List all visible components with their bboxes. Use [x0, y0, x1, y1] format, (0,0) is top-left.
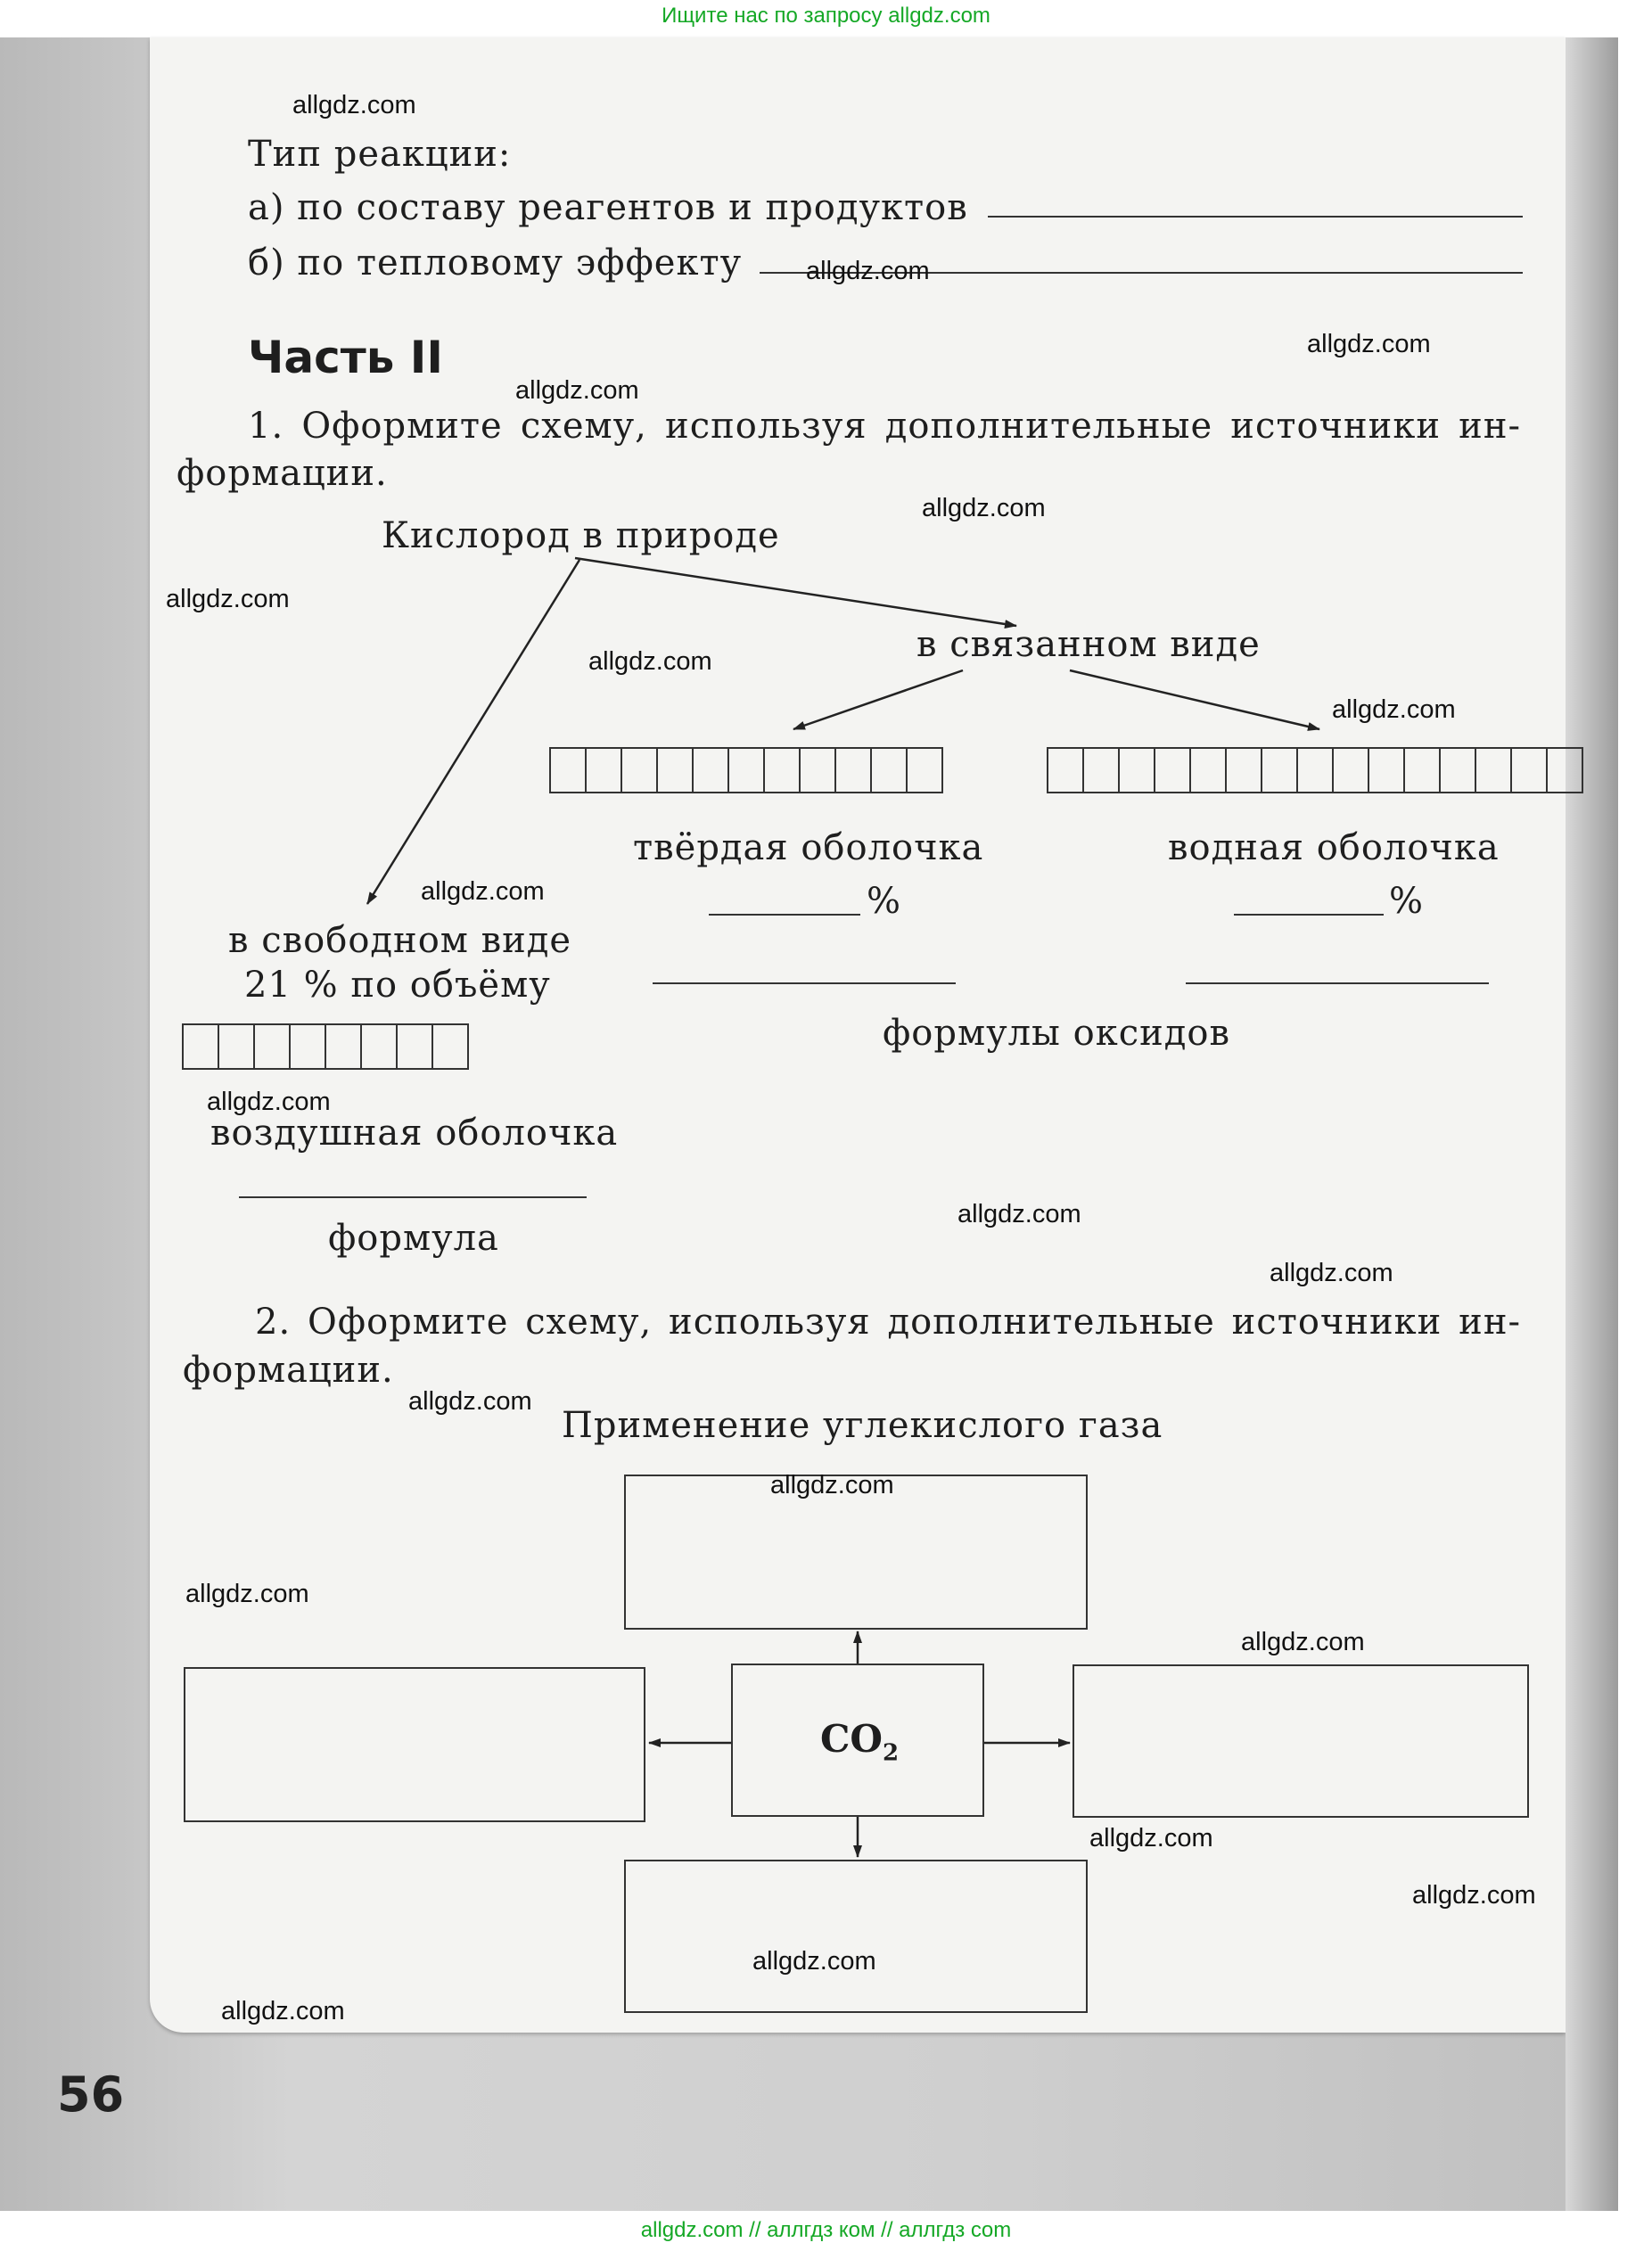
watermark: allgdz.com — [1307, 330, 1431, 358]
watermark: allgdz.com — [806, 257, 930, 285]
co2-formula-main: CO — [820, 1717, 884, 1761]
watermark: allgdz.com — [166, 585, 290, 613]
water-percent-sign: % — [1389, 881, 1425, 922]
bound-form-label: в связанном виде — [916, 624, 1261, 665]
watermark: allgdz.com — [408, 1387, 532, 1416]
oxygen-root-label: Кислород в природе — [382, 515, 780, 556]
arrow-bound-to-water — [1070, 670, 1319, 729]
watermark: allgdz.com — [752, 1947, 876, 1976]
task1-text-line2: формации. — [177, 453, 388, 494]
formula-label: формула — [328, 1218, 499, 1259]
air-shell-label: воздушная оболочка — [210, 1113, 619, 1154]
watermark: allgdz.com — [1412, 1881, 1536, 1910]
watermark: allgdz.com — [185, 1580, 309, 1608]
top-banner[interactable]: Ищите нас по запросу allgdz.com — [662, 4, 990, 28]
reaction-type-a: а) по составу реагентов и продуктов — [248, 187, 968, 228]
oxides-formulas-label: формулы оксидов — [883, 1013, 1230, 1054]
reaction-type-title: Тип реакции: — [248, 134, 512, 175]
watermark: allgdz.com — [1332, 695, 1456, 724]
arrow-root-to-free — [367, 560, 579, 904]
solid-percent-sign: % — [867, 881, 902, 922]
watermark: allgdz.com — [1241, 1628, 1365, 1656]
co2-formula-subscript: 2 — [883, 1739, 900, 1767]
arrow-bound-to-solid — [793, 670, 963, 729]
page-number: 56 — [57, 2066, 125, 2123]
task1-text-line1: 1. Оформите схему, используя дополнительные источники ин- — [248, 406, 1521, 447]
watermark: allgdz.com — [515, 376, 639, 405]
arrow-root-to-bound — [575, 558, 1016, 626]
solid-shell-label: твёрдая оболочка — [633, 827, 984, 868]
watermark: allgdz.com — [770, 1471, 894, 1499]
watermark: allgdz.com — [292, 91, 416, 119]
watermark: allgdz.com — [207, 1088, 331, 1116]
free-form-percent: 21 % по объёму — [244, 965, 551, 1006]
watermark: allgdz.com — [958, 1200, 1081, 1228]
task2-text-line1: 2. Оформите схему, используя дополнительные источники ин- — [255, 1302, 1521, 1343]
watermark: allgdz.com — [922, 494, 1046, 522]
reaction-type-b: б) по тепловому эффекту — [248, 242, 743, 283]
watermark: allgdz.com — [221, 1997, 345, 2025]
watermark: allgdz.com — [421, 877, 545, 906]
watermark: allgdz.com — [1270, 1259, 1393, 1287]
free-form-label: в свободном виде — [228, 920, 572, 961]
watermark: allgdz.com — [588, 647, 712, 676]
watermark: allgdz.com — [1089, 1824, 1213, 1853]
part-heading: Часть II — [248, 332, 443, 383]
water-shell-label: водная оболочка — [1168, 827, 1500, 868]
bottom-banner[interactable]: allgdz.com // аллгдз ком // аллгдз com — [640, 2218, 1012, 2242]
task2-text-line2: формации. — [183, 1350, 394, 1391]
co2-use-title: Применение углекислого газа — [562, 1405, 1163, 1446]
